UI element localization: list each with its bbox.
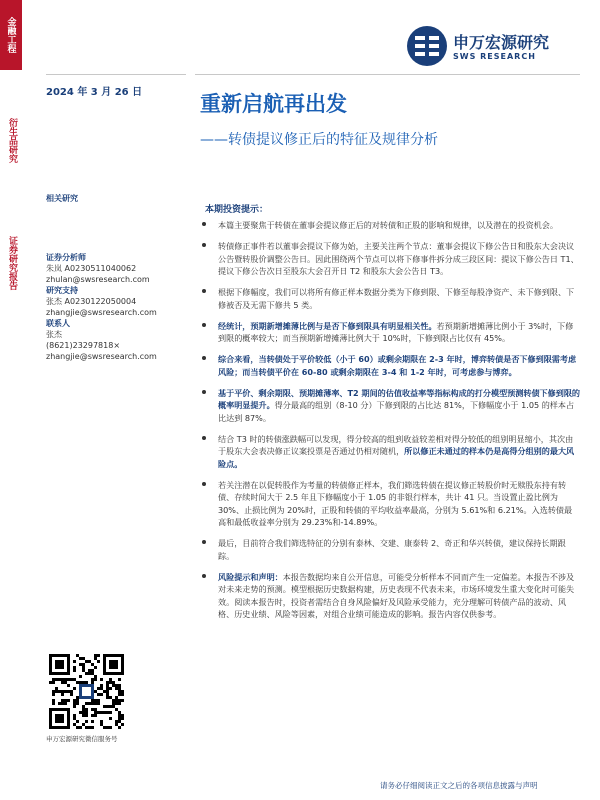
- contact-phone: (8621)23297818×: [46, 341, 121, 350]
- sidebar-tag-report: 证券研究报告: [7, 236, 17, 290]
- highlight-item: [200, 320, 580, 345]
- highlight-item: [200, 286, 580, 311]
- support-name: 张杰 A0230122050004: [46, 297, 137, 306]
- bullet-icon: [202, 436, 206, 440]
- highlight-text: 若预期新增摊薄比例小于 3%时，下修到限的概率较大；而当预期新增摊薄比例大于 10%时，下修到限占比仅有 45%。: [218, 320, 574, 343]
- contact-label: 联系人: [46, 319, 70, 328]
- highlight-bold-text: 所以修正未通过的样本仍是高得分组别的最大风险点。: [218, 446, 575, 469]
- highlight-item: [200, 387, 580, 425]
- highlight-text: 根据下修幅度，我们可以将所有修正样本数据分类为下修到限、下修至每股净资产、未下修到限、下修被否及无需下修共 5 类。: [218, 287, 575, 310]
- highlight-text: 得分最高的组别（8-10 分）下修到限的占比达 81%，下修幅度小于 1.05 的样本占比达到 87%。: [218, 400, 575, 423]
- highlight-bold-text: 经统计，预期新增摊薄比例与是否下修到限具有明显相关性。: [218, 320, 437, 331]
- analyst-label: 证券分析师: [46, 253, 86, 262]
- header-divider-left: [46, 74, 186, 75]
- qr-code-icon: [49, 654, 124, 729]
- bullet-icon: [202, 390, 206, 394]
- bullet-icon: [202, 356, 206, 360]
- sws-logo: [405, 24, 575, 70]
- contact-email[interactable]: zhangjie@swsresearch.com: [46, 352, 157, 361]
- qr-caption: 申万宏源研究微信服务号: [46, 735, 118, 743]
- bullet-icon: [202, 323, 206, 327]
- highlight-item: [200, 571, 580, 621]
- highlight-text: 转债修正事件若以董事会提议下修为始，主要关注两个节点：董事会提议下修公告日和股东大会决议公告暨转股价调整公告日。因此围绕两个节点可以将下修事件拆分成三段区间：提议下修公告日 T1、提议下修公告次日至股东大会召开日 T2 和股东大会公告日 T3。: [218, 241, 579, 276]
- analyst-email[interactable]: zhulan@swsresearch.com: [46, 275, 150, 284]
- header-divider-right: [195, 74, 580, 75]
- highlight-item: [200, 219, 580, 232]
- highlight-item: [200, 537, 580, 562]
- logo-sub-text: SWS RESEARCH: [453, 52, 536, 61]
- footer-disclaimer: 请务必仔细阅读正文之后的各项信息披露与声明: [380, 781, 538, 790]
- bullet-icon: [202, 540, 206, 544]
- highlight-bold-text: 风险提示和声明：: [218, 571, 283, 582]
- highlight-bold-text: 基于平价、剩余期限、预期摊薄率、T2 期间的估值收益率等指标构成的打分模型预测转债下修到限的概率明显提升。: [218, 387, 581, 410]
- highlight-item: [200, 353, 580, 378]
- support-email[interactable]: zhangjie@swsresearch.com: [46, 308, 157, 317]
- report-subtitle: ——转债提议修正后的特征及规律分析: [200, 132, 438, 148]
- bullet-icon: [202, 289, 206, 293]
- report-title: 重新启航再出发: [200, 92, 347, 116]
- highlights-title: 本期投资提示：: [205, 205, 269, 215]
- report-date: 2024 年 3 月 26 日: [46, 87, 143, 98]
- contact-name: 张杰: [46, 330, 62, 339]
- sidebar-tag-research: 衍生品研究: [7, 118, 17, 163]
- highlight-bold-text: 综合来看，当转债处于平价较低（小于 60）或剩余期限在 2-3 年时，博弈转债是否下修到限需考虑风险；而当转债平价在 60-80 或剩余期限在 3-4 和 1-2 年时，可考虑参与博弈。: [218, 354, 577, 377]
- analyst-name: 朱岚 A0230511040062: [46, 264, 137, 273]
- highlight-text: 若关注潜在以促转股作为考量的转债修正样本，我们筛选转债在提议修正转股价时无赎股东持有转债、存续时间大于 2.5 年且下修幅度小于 1.05 的非银行样本，共计 41 只。当设置止盈比例为 30%、止损比例为 20%时，正股和转债的平均收益率最高，分别为 5.61%和 6.21%。入选转债最高和最低收益率分别为 29.23%和-14.89%。: [218, 479, 573, 527]
- left-column: [46, 193, 186, 362]
- support-label: 研究支持: [46, 286, 78, 295]
- highlights-list: [200, 219, 580, 629]
- bullet-icon: [202, 222, 206, 226]
- highlight-text: 本报告数据均来自公开信息，可能受分析样本不同而产生一定偏差。本报告不涉及对未来走势的预测。模型根据历史数据构建，历史表现不代表未来，市场环境发生重大变化时可能失效。阅读本报告时，投资者需结合自身风险偏好及风险承受能力，充分理解可转债产品的波动、风格、历史业绩、风险等因素，对组合业绩可能造成的影响。报告内容仅供参考。: [218, 571, 575, 619]
- highlight-item: [200, 479, 580, 529]
- highlight-text: 最后，目前符合我们筛选特征的分别有泰林、交建、康泰转 2、奇正和华兴转债，建议保持长期跟踪。: [218, 538, 566, 561]
- sws-logo-icon: [405, 24, 449, 68]
- highlight-text: 本篇主要聚焦于转债在董事会提议修正后的对转债和正股的影响和规律，以及潜在的投资机会。: [218, 220, 558, 230]
- logo-main-text: 申万宏源研究: [453, 33, 550, 52]
- highlight-item: [200, 433, 580, 471]
- bullet-icon: [202, 574, 206, 578]
- bullet-icon: [202, 482, 206, 486]
- highlight-text: 结合 T3 时的转债涨跌幅可以发现，得分较高的组到收益较差相对得分较低的组别明显缩小，其次由于股东大会表决修正议案投票是否通过仍相对随机，: [218, 433, 574, 456]
- sidebar: [0, 0, 22, 800]
- highlight-item: [200, 240, 580, 278]
- bullet-icon: [202, 243, 206, 247]
- sidebar-tag-top: 金融工程: [0, 0, 22, 70]
- related-research-label: 相关研究: [46, 194, 78, 203]
